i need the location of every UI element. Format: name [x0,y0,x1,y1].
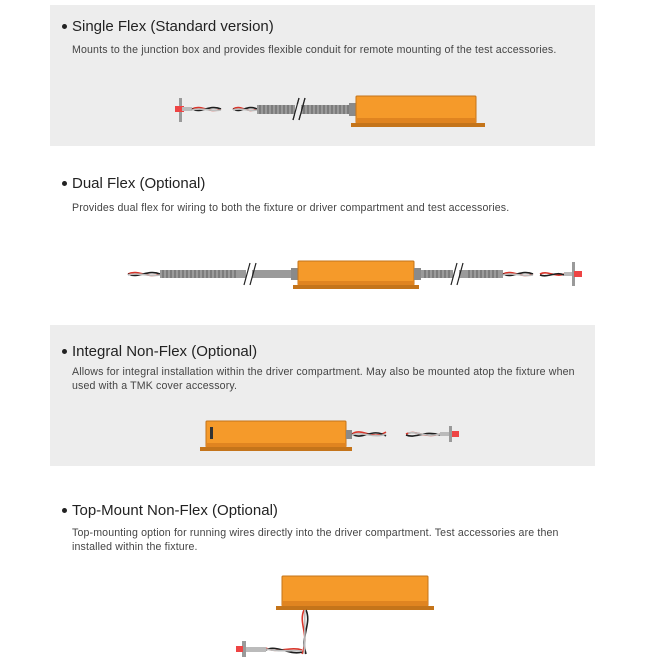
section-title: Top-Mount Non-Flex (Optional) [62,502,278,519]
driver-box-icon [200,421,352,451]
section-top-mount-non-flex [50,490,595,665]
single-flex-diagram [175,90,485,130]
section-dual-flex [50,165,595,300]
section-title: Dual Flex (Optional) [62,175,205,192]
wire-bundle-icon [352,432,440,436]
dual-flex-diagram [128,257,588,291]
section-integral-non-flex [50,325,595,466]
test-switch-icon [564,262,582,286]
wire-bundle-icon [192,108,221,111]
bullet-icon [62,181,67,186]
driver-box-icon [293,261,419,289]
flex-conduit-icon [160,268,298,280]
test-switch-icon [236,641,266,657]
test-switch-icon [175,98,192,122]
section-description: Mounts to the junction box and provides flexible conduit for remote mounting of the test accessories. [72,44,557,56]
section-description: Provides dual flex for wiring to both the fixture or driver compartment and test accessories. [72,202,510,214]
wire-bundle-icon [266,610,308,654]
driver-box-icon [276,576,434,610]
bullet-icon [62,24,67,29]
integral-non-flex-diagram [200,417,480,455]
top-mount-non-flex-diagram [220,574,500,660]
section-description: Top-mounting option for running wires directly into the driver compartment. Test accessories are then installed within the fixture. [72,527,559,553]
driver-box-icon [351,96,485,127]
wire-bundle-icon [503,273,564,276]
bullet-icon [62,508,67,513]
section-description: Allows for integral installation within the driver compartment. May also be mounted atop the fixture when used with a TMK cover accessory. [72,366,575,392]
wire-bundle-icon [128,273,160,276]
section-title: Single Flex (Standard version) [62,18,274,35]
bullet-icon [62,349,67,354]
flex-conduit-icon [257,103,356,116]
section-title: Integral Non-Flex (Optional) [62,343,257,360]
test-switch-icon [440,426,459,442]
section-single-flex [50,5,595,146]
